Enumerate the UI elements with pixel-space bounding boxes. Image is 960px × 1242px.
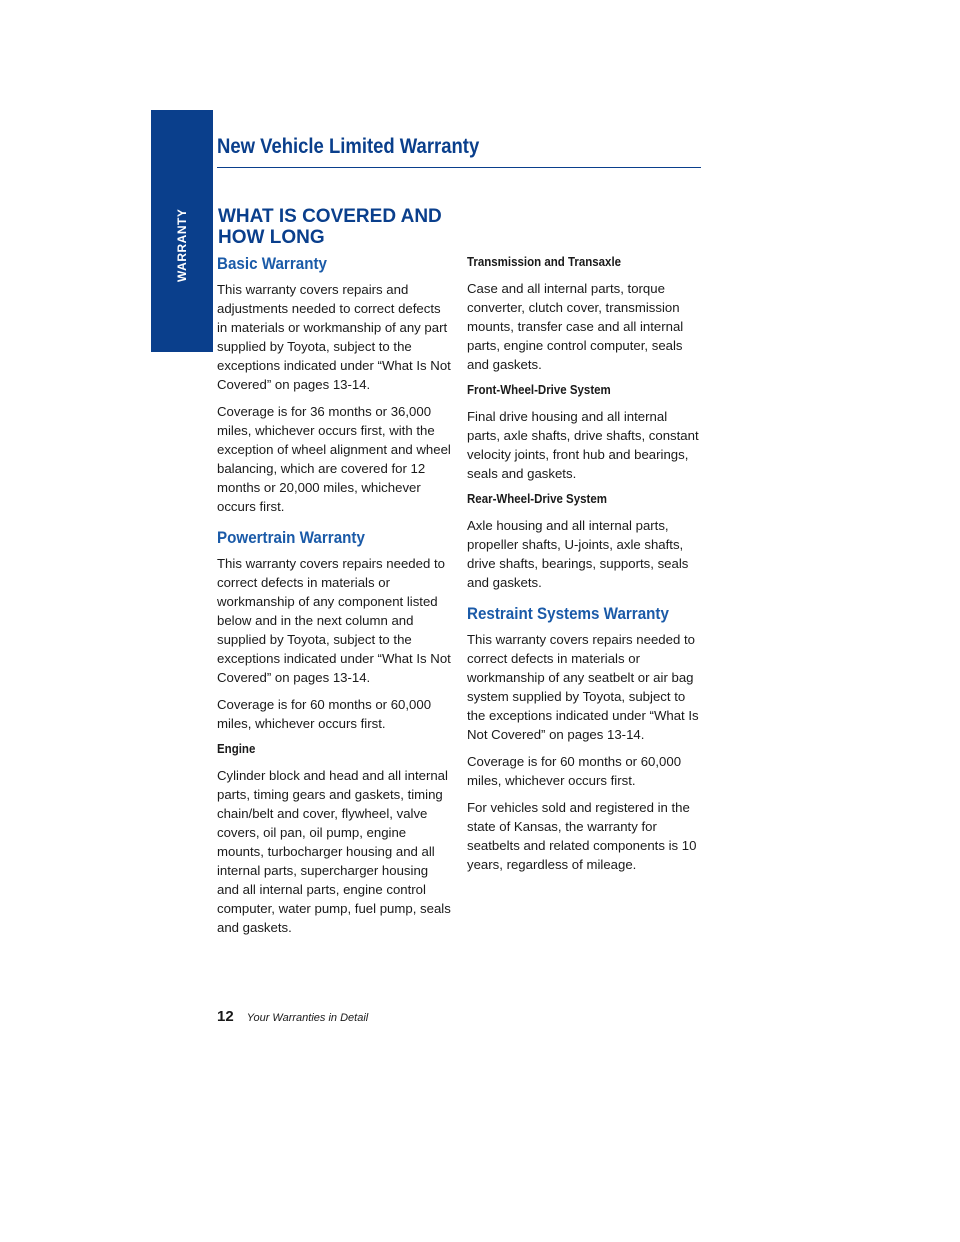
page-title: New Vehicle Limited Warranty [217,135,480,158]
left-column [217,254,453,945]
rear-wheel-drive-heading: Rear-Wheel-Drive System [467,492,607,506]
engine-heading: Engine [217,742,256,756]
restraint-systems-heading: Restraint Systems Warranty [467,605,669,623]
front-wheel-drive-heading: Front-Wheel-Drive System [467,383,611,397]
page-number: 12 [217,1008,234,1025]
basic-warranty-heading: Basic Warranty [217,255,327,273]
transmission-heading: Transmission and Transaxle [467,255,622,269]
basic-warranty-paragraph-2: Coverage is for 36 months or 36,000 miles, whichever occurs first, with the exception of wheel alignment and wheel balancing, which are covered for 12 months or 20,000 miles, whichever occurs first. [217,404,451,514]
section-heading: WHAT IS COVERED AND HOW LONG [218,206,442,248]
page-footer [217,1008,368,1025]
basic-warranty-paragraph-1: This warranty covers repairs and adjustments needed to correct defects in materials or workmanship of any part supplied by Toyota, subject to the exceptions indicated under “What Is Not Covered” on pages 13-14. [217,282,451,392]
restraint-paragraph-2: Coverage is for 60 months or 60,000 miles, whichever occurs first. [467,754,682,788]
powertrain-paragraph-2: Coverage is for 60 months or 60,000 miles, whichever occurs first. [217,697,432,731]
title-divider [217,167,701,168]
powertrain-paragraph-1: This warranty covers repairs needed to correct defects in materials or workmanship of any component listed below and in the next column and supplied by Toyota, subject to the exceptions indicated under “What Is Not Covered” on pages 13-14. [217,556,451,685]
restraint-paragraph-1: This warranty covers repairs needed to correct defects in materials or workmanship of any seatbelt or air bag system supplied by Toyota, subject to the exceptions indicated under “What Is Not Covered” on pages 13-14. [467,632,699,742]
footer-label: Your Warranties in Detail [246,1012,369,1024]
powertrain-warranty-heading: Powertrain Warranty [217,529,365,547]
engine-paragraph: Cylinder block and head and all internal parts, timing gears and gaskets, timing chain/belt and cover, flywheel, valve covers, oil pan, oil pump, engine mounts, turbocharger housing and all internal parts, supercharger housing and all internal parts, engine control computer, water pump, fuel pump, seals and gaskets. [217,768,451,935]
side-tab-label: WARRANTY [175,208,189,282]
side-tab [151,110,213,352]
restraint-paragraph-3: For vehicles sold and registered in the state of Kansas, the warranty for seatbelts and related components is 10 years, regardless of mileage. [467,800,697,872]
transmission-paragraph: Case and all internal parts, torque converter, clutch cover, transmission mounts, transfer case and all internal parts, engine control computer, seals and gaskets. [467,281,684,372]
rear-wheel-drive-paragraph: Axle housing and all internal parts, propeller shafts, U-joints, axle shafts, drive shafts, bearings, supports, seals and gaskets. [467,518,689,590]
front-wheel-drive-paragraph: Final drive housing and all internal parts, axle shafts, drive shafts, constant velocity joints, front hub and bearings, seals and gaskets. [467,409,699,481]
right-column [467,254,703,882]
